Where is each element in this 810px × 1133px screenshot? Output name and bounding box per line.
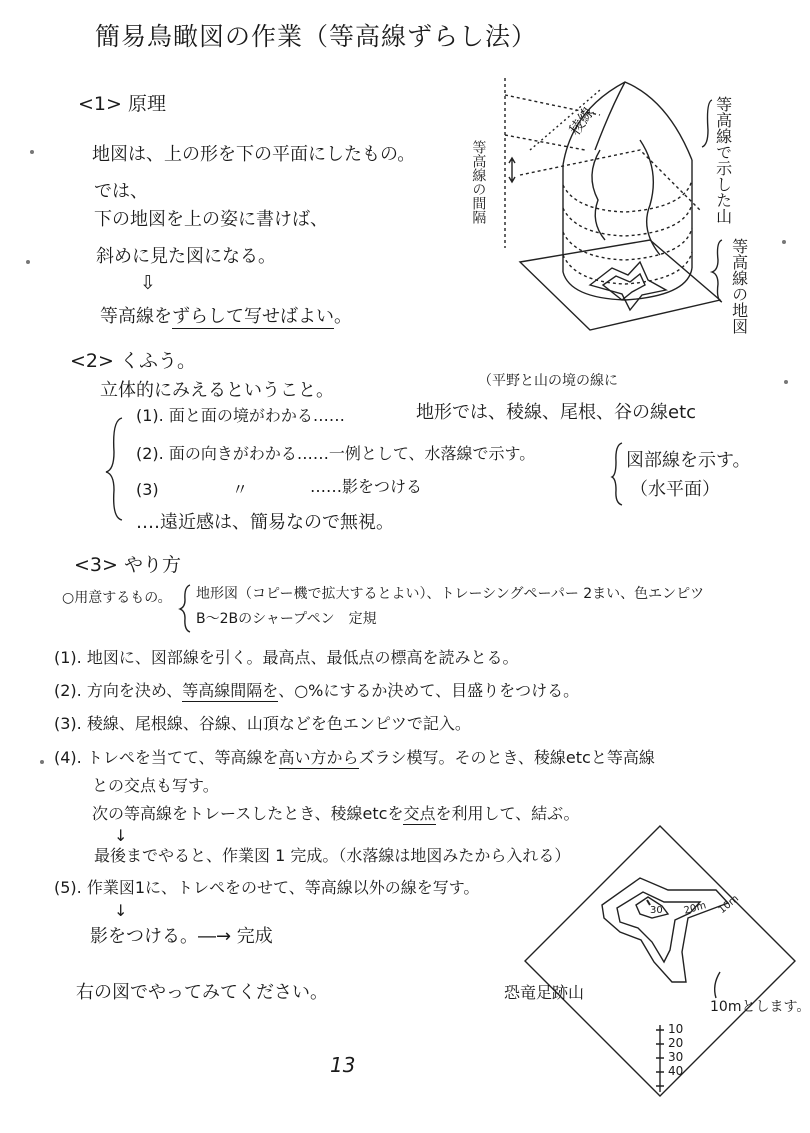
section-1-heading: <1> 原理 [78,93,166,115]
map-name: 恐竜足跡山 [504,983,585,1002]
conclusion-text: 等高線を [100,306,172,327]
list-item: 地形では、稜線、尾根、谷の線etc [416,402,697,423]
step-4-text: (4). トレペを当てて、等高線を [54,748,279,767]
interval-label: 等高線の間隔 [470,140,487,224]
step-3: (3). 稜線、尾根線、谷線、山頂などを色エンピツで記入。 [54,714,471,733]
contour-map-label: 等高線の地図 [729,238,749,334]
step-4-underlined: 交点 [403,804,436,823]
principle-conclusion [100,308,352,326]
interval-arrow [509,158,515,182]
pointer-arrow [715,972,720,998]
scale-label: 10 [668,1022,684,1036]
side-brace [612,443,622,505]
plain-boundary-note: （平野と山の境の線に [478,373,618,389]
section-2-intro: 立体的にみえるということ。 [100,380,334,401]
contour-label: 10m [716,893,742,917]
principle-line: 下の地図を上の姿に書けば、 [94,209,328,230]
list-item: ‥‥‥影をつける [310,477,423,496]
list-brace [106,418,122,520]
side-note: （水平面） [630,479,720,500]
scale-label: 20 [668,1036,684,1050]
ridge-line [640,140,660,255]
prep-label: ○用意するもの。 [62,590,172,606]
scale-label: 40 [668,1064,684,1078]
step-2-text: (2). 方向を決め、 [54,681,183,700]
step-4-line [92,806,580,822]
section-2-heading: <2> くふう。 [70,350,196,372]
down-arrow-icon: ⇩ [140,272,156,294]
dinosaur-mountain-map [525,826,795,1096]
list-item: (1). 面と面の境がわかる‥‥‥ [136,406,345,425]
step-4-text: ズラシ模写。そのとき、稜線etcと等高線 [358,748,655,767]
down-arrow-icon: ↓ [114,901,128,920]
scan-speck [30,150,34,154]
contour-label: 30 [650,905,663,916]
scan-speck [784,380,788,384]
contour-map [590,262,666,310]
prep-brace [180,585,190,632]
page-number: 13 [330,1053,356,1077]
step-4-text: 次の等高線をトレースしたとき、稜線etcを [92,804,404,823]
contour-outer [602,878,728,982]
step-5: (5). 作業図1に、トレペをのせて、等高線以外の線を写す。 [54,878,480,897]
step-4-underlined: 高い方から [278,748,359,767]
interval-note: 10mとします。 [710,999,810,1015]
page-title: 簡易鳥瞰図の作業（等高線ずらし法） [95,22,538,51]
down-arrow-icon: ↓ [114,826,128,845]
scale-label: 30 [668,1050,684,1064]
conclusion-period: 。 [334,306,352,327]
ridge-line [595,82,625,150]
step-4 [54,750,655,766]
scan-speck [782,240,786,244]
principle-line: 地図は、上の形を下の平面にしたもの。 [92,144,416,165]
principle-line: 斜めに見た図になる。 [96,246,276,267]
contour-middle [617,892,700,962]
list-item: (2). 面の向きがわかる‥‥‥一例として、水落線で示す。 [136,444,536,463]
scan-speck [26,260,30,264]
prep-line: B～2Bのシャープペン 定規 [196,611,377,627]
scan-speck [40,760,44,764]
step-4-line: との交点も写す。 [92,776,219,795]
closing-instruction: 右の図でやってみてください。 [76,982,328,1003]
ditto-mark: 〃 [232,480,249,499]
ridge-label: 稜線 [565,103,598,139]
step-2-text: 、○%にするか決めて、目盛りをつける。 [278,681,580,700]
step-4-text: を利用して、結ぶ。 [435,804,580,823]
prep-line: 地形図（コピー機で拡大するとよい）、トレーシングペーパー 2まい、色エンピツ [196,586,705,602]
contour-label: 20m [682,900,708,917]
step-2 [54,683,579,699]
mountain-diagram [505,78,722,330]
base-plane [520,240,720,330]
contour-mountain-label: 等高線で示した山 [713,96,733,224]
step-4-line: 最後までやると、作業図 1 完成。（水落線は地図みたから入れる） [94,846,571,865]
list-item-number: (3) [136,480,159,499]
step-5-line: 影をつける。―→ 完成 [90,926,273,947]
ridge-line [592,150,605,240]
conclusion-underlined: ずらして写せばよい [172,306,334,327]
step-2-underlined: 等高線間隔を [182,681,279,700]
principle-line: では、 [94,181,148,202]
perspective-note: ‥‥遠近感は、簡易なので無視。 [136,512,395,533]
section-3-heading: <3> やり方 [74,554,181,576]
step-1: (1). 地図に、図部線を引く。最高点、最低点の標高を読みとる。 [54,648,519,667]
side-note: 図部線を示す。 [626,450,751,471]
